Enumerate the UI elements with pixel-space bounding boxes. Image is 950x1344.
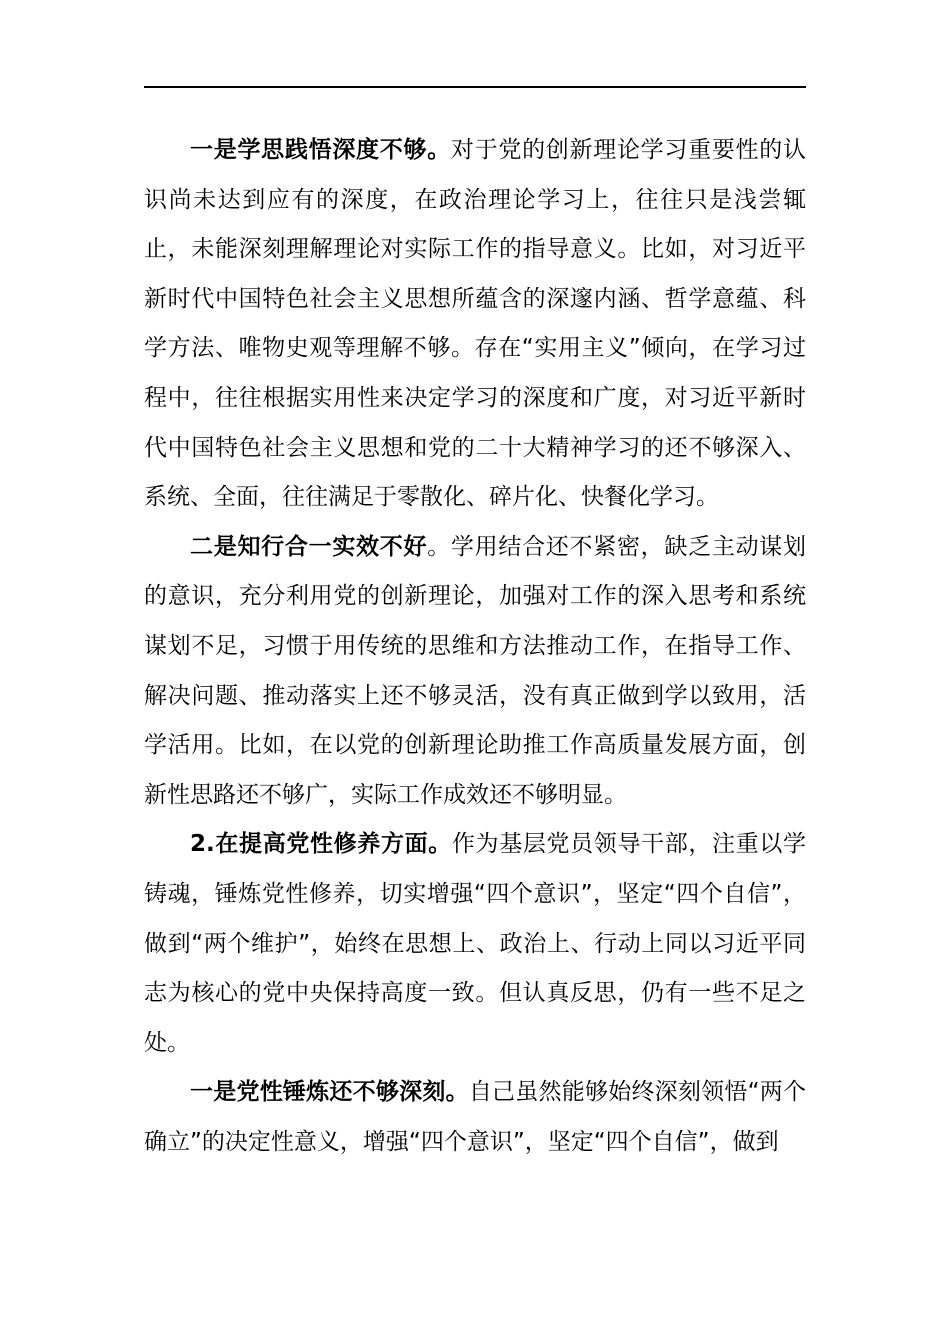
document-body: [144, 126, 806, 1167]
paragraph-text: 。学用结合还不紧密，缺乏主动谋划的意识，充分利用党的创新理论，加强对工作的深入思考和系统谋划不足，习惯于用传统的思维和方法推动工作，在指导工作、解决问题、推动落实上还不够灵活，没有真正做到学以致用，活学活用。比如，在以党的创新理论助推工作高质量发展方面，创新性思路还不够广，实际工作成效还不够明显。: [144, 533, 807, 808]
paragraph-party-spirit: [144, 820, 806, 1068]
paragraph-text: 自己虽然能够始终深刻领悟“两个确立”的决定性意义，增强“四个意识”，坚定“四个自信”，做到: [144, 1079, 807, 1155]
paragraph-lead: 二是知行合一实效不好: [190, 533, 428, 560]
paragraph-text: 对于党的创新理论学习重要性的认识尚未达到应有的深度，在政治理论学习上，往往只是浅尝辄止，未能深刻理解理论对实际工作的指导意义。比如，对习近平新时代中国特色社会主义思想所蕴含的深邃内涵、哲学意蕴、科学方法、唯物史观等理解不够。存在“实用主义”倾向，在学习过程中，往往根据实用性来决定学习的深度和广度，对习近平新时代中国特色社会主义思想和党的二十大精神学习的还不够深入、系统、全面，往往满足于零散化、碎片化、快餐化学习。: [144, 137, 807, 511]
paragraph-text: 作为基层党员领导干部，注重以学铸魂，锤炼党性修养，切实增强“四个意识”，坚定“四个自信”，做到“两个维护”，始终在思想上、政治上、行动上同以习近平同志为核心的党中央保持高度一致。但认真反思，仍有一些不足之处。: [144, 831, 807, 1056]
paragraph-party-tempering: [144, 1068, 806, 1167]
paragraph-lead: 一是学思践悟深度不够。: [190, 137, 451, 163]
paragraph-study-depth: [144, 126, 806, 523]
header-rule: [144, 86, 806, 88]
paragraph-lead: 2.在提高党性修养方面。: [190, 831, 452, 858]
paragraph-knowledge-action: [144, 523, 806, 821]
paragraph-lead: 一是党性锤炼还不够深刻。: [190, 1079, 469, 1106]
